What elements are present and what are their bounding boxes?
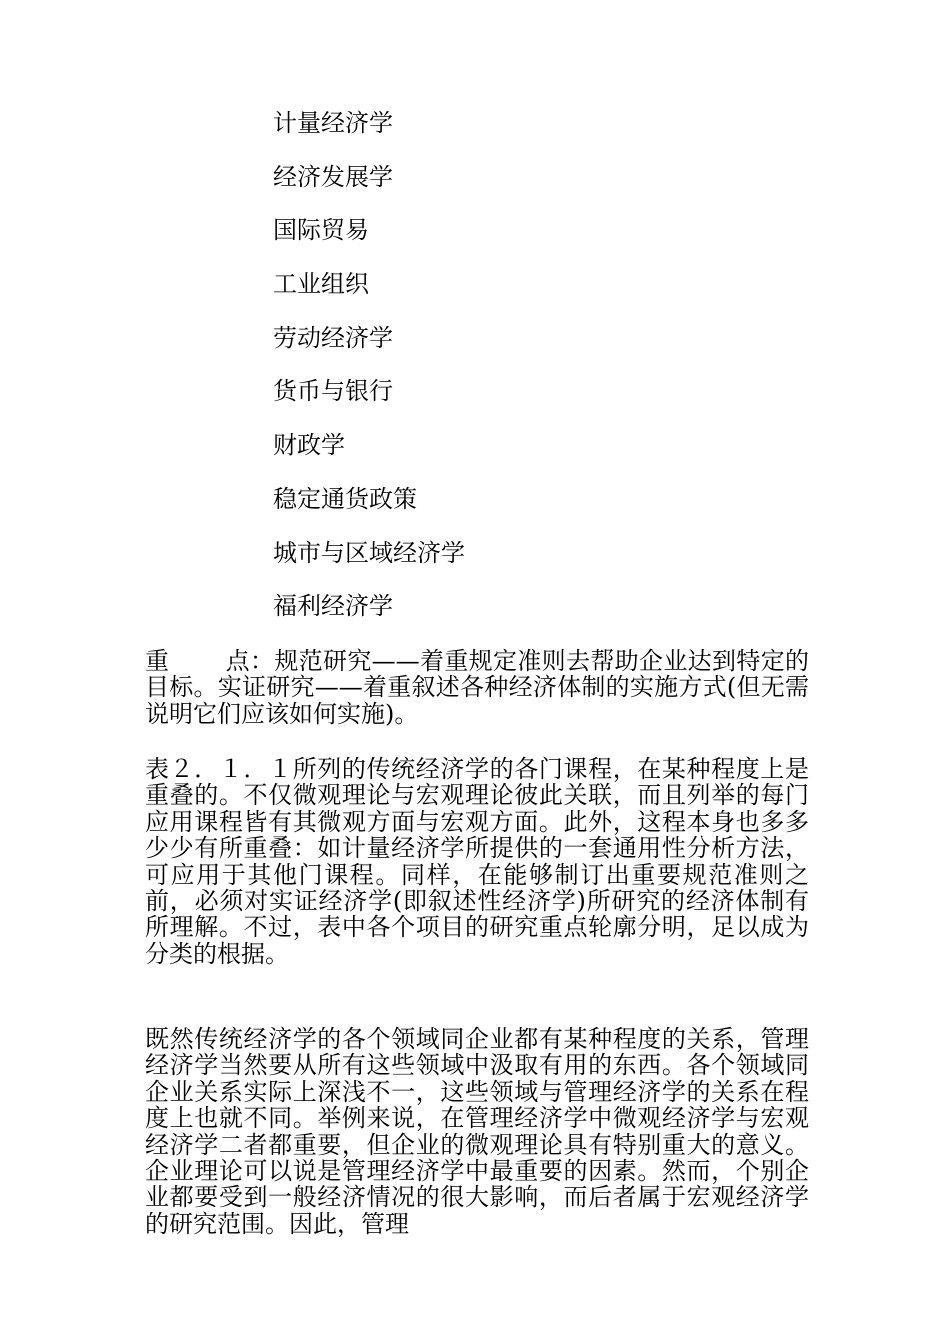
list-item: 经济发展学 <box>273 162 393 191</box>
focus-label-a: 重 <box>145 647 170 675</box>
list-item: 劳动经济学 <box>273 323 393 352</box>
list-item: 工业组织 <box>273 270 369 299</box>
body-paragraph-1: 表２．１．１所列的传统经济学的各门课程，在某种程度上是重叠的。不仅微观理论与宏观理论彼此关联，而且列举的每门应用课程皆有其微观方面与宏观方面。此外，这程本身也多多少少有所重叠：如计量经济学所提供的一套通用性分析方法，可应用于其他门课程。同样，在能够制订出重要规范准则之前，必须对实证经济学(即叙述性经济学)所研究的经济体制有所理解。不过，表中各个项目的研究重点轮廓分明，足以成为分类的根据。 <box>145 755 809 968</box>
focus-paragraph <box>145 648 809 727</box>
list-item: 国际贸易 <box>273 216 369 245</box>
list-item: 财政学 <box>273 431 345 460</box>
list-item: 计量经济学 <box>273 109 393 137</box>
list-item: 稳定通货政策 <box>273 484 417 513</box>
list-item: 福利经济学 <box>273 592 393 621</box>
body-paragraph-2: 既然传统经济学的各个领域同企业都有某种程度的关系，管理经济学当然要从所有这些领域中汲取有用的东西。各个领域同企业关系实际上深浅不一，这些领域与管理经济学的关系在程度上也就不同。举例来说，在管理经济学中微观经济学与宏观经济学二者都重要，但企业的微观理论具有特别重大的意义。企业理论可以说是管理经济学中最重要的因素。然而，个别企业都要受到一般经济情况的很大影响，而后者属于宏观经济学的研究范围。因此，管理 <box>145 1025 809 1238</box>
focus-label-b: 点： <box>225 647 275 675</box>
course-list <box>273 108 465 645</box>
list-item: 城市与区域经济学 <box>273 538 465 567</box>
list-item: 货币与银行 <box>273 377 393 406</box>
focus-text: 规范研究——着重规定准则去帮助企业达到特定的目标。实证研究——着重叙述各种经济体制的实施方式(但无需说明它们应该如何实施)。 <box>145 647 810 728</box>
